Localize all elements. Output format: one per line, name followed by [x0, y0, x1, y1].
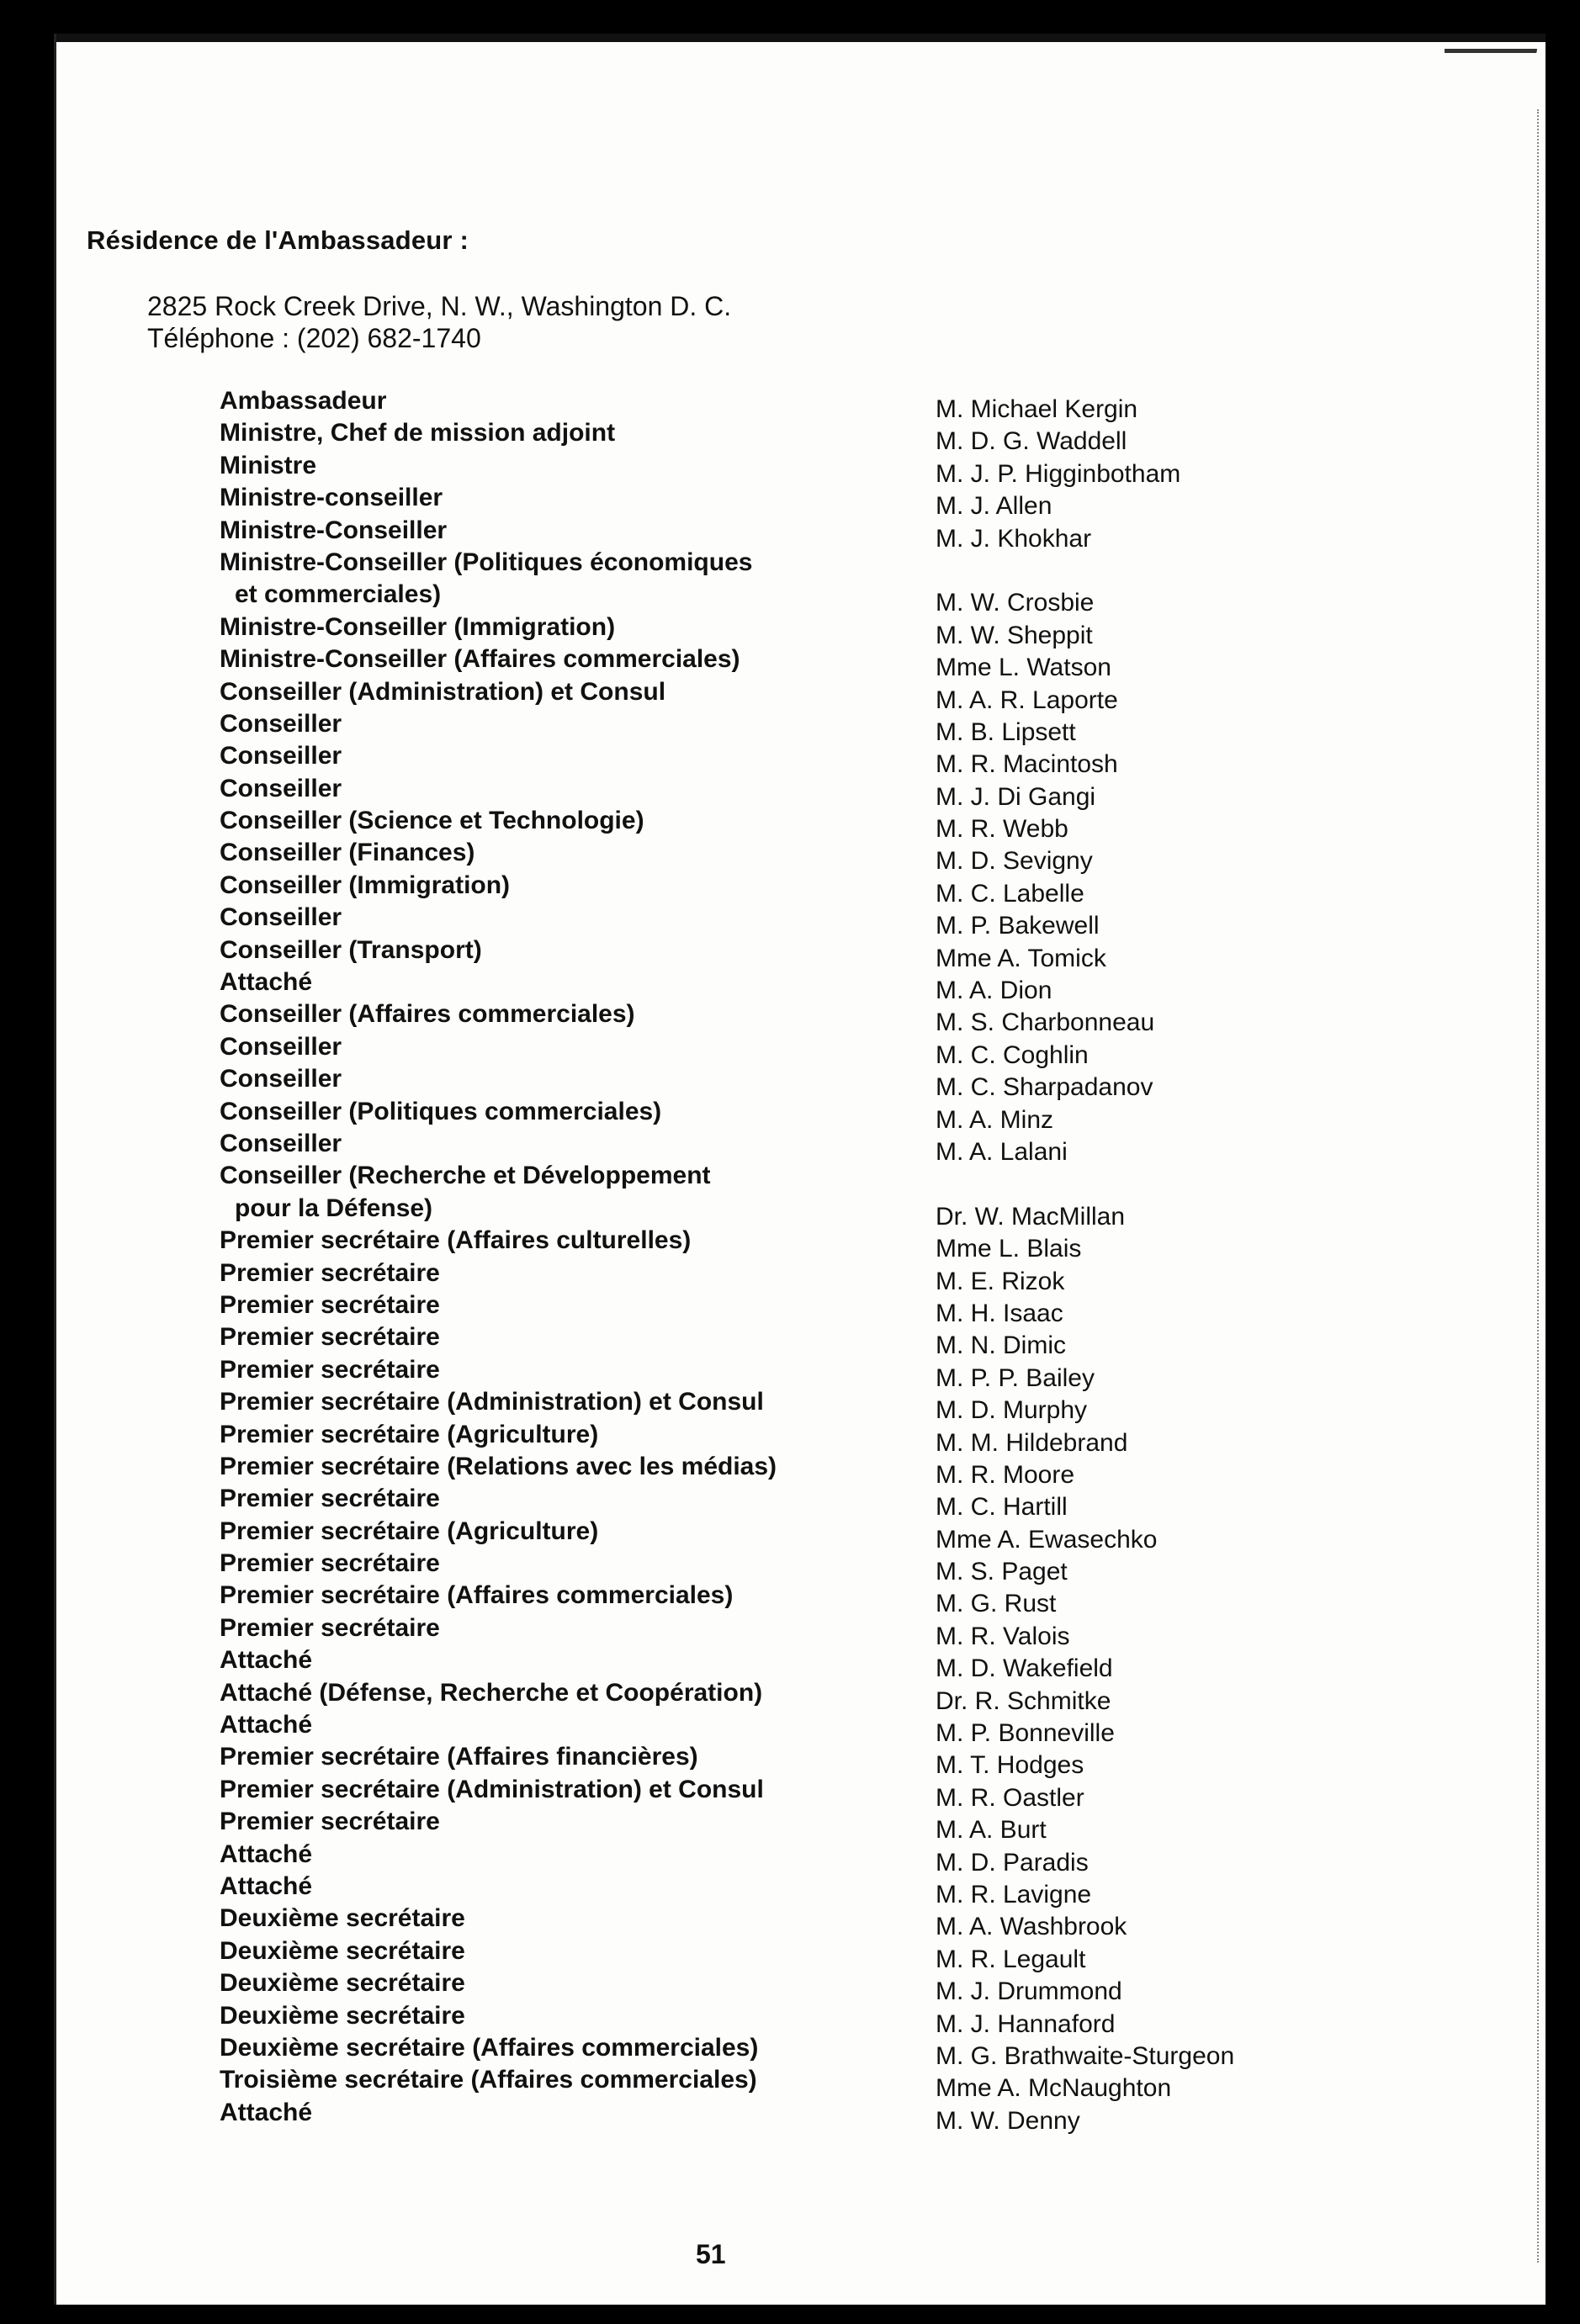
staff-name: M. S. Charbonneau: [936, 1008, 1155, 1037]
staff-name: M. J. Hannaford: [936, 2009, 1116, 2038]
staff-name: M. N. Dimic: [936, 1331, 1066, 1360]
staff-name: M. J. Di Gangi: [936, 782, 1096, 811]
staff-title: Attaché: [220, 1840, 313, 1868]
staff-name: M. G. Rust: [936, 1590, 1057, 1618]
staff-title: Attaché (Défense, Recherche et Coopération): [220, 1678, 763, 1707]
staff-title: Conseiller (Immigration): [220, 871, 511, 899]
staff-title: Attaché: [220, 1646, 313, 1675]
staff-name: M. D. G. Waddell: [936, 427, 1127, 456]
staff-title: Premier secrétaire (Affaires commerciales): [220, 1581, 734, 1610]
top-border: [56, 34, 1546, 42]
staff-title: Conseiller (Science et Technologie): [220, 807, 644, 835]
staff-title: Ambassadeur: [220, 387, 387, 415]
staff-title: Attaché: [220, 968, 313, 997]
staff-name: M. J. Khokhar: [936, 524, 1092, 553]
staff-name: Mme A. McNaughton: [936, 2074, 1172, 2103]
staff-title: Ministre-Conseiller (Politiques économiques: [220, 548, 753, 576]
staff-title: Premier secrétaire: [220, 1355, 440, 1384]
staff-name: M. R. Legault: [936, 1945, 1086, 1973]
staff-name: M. A. Burt: [936, 1816, 1047, 1845]
staff-title: Premier secrétaire: [220, 1290, 440, 1319]
staff-name: M. W. Denny: [936, 2106, 1080, 2135]
staff-name: M. J. Drummond: [936, 1977, 1122, 2006]
staff-name: M. D. Murphy: [936, 1396, 1088, 1425]
residence-heading: Résidence de l'Ambassadeur :: [87, 225, 469, 255]
staff-title: Conseiller (Affaires commerciales): [220, 1000, 635, 1029]
staff-name: Dr. R. Schmitke: [936, 1686, 1111, 1715]
staff-title: Conseiller: [220, 1065, 342, 1093]
staff-title: Conseiller: [220, 903, 342, 932]
staff-title: pour la Défense): [235, 1194, 433, 1222]
staff-name: M. W. Sheppit: [936, 621, 1093, 649]
staff-title: Conseiller: [220, 742, 342, 770]
staff-name: M. A. R. Laporte: [936, 686, 1118, 714]
address-line: 2825 Rock Creek Drive, N. W., Washington D. C.: [147, 291, 732, 321]
staff-name: M. P. Bakewell: [936, 912, 1100, 940]
staff-title: Ministre-Conseiller: [220, 516, 448, 544]
staff-title: Premier secrétaire: [220, 1323, 440, 1352]
staff-title: Premier secrétaire (Administration) et Consul: [220, 1388, 764, 1416]
staff-title: Premier secrétaire (Affaires financières): [220, 1743, 698, 1771]
staff-title: Deuxième secrétaire: [220, 1969, 465, 1998]
staff-name: M. D. Paradis: [936, 1848, 1089, 1877]
staff-name: M. T. Hodges: [936, 1751, 1084, 1780]
staff-name: M. C. Coghlin: [936, 1040, 1089, 1069]
staff-name: M. E. Rizok: [936, 1267, 1065, 1295]
staff-name: M. C. Labelle: [936, 879, 1084, 908]
staff-name: M. C. Hartill: [936, 1493, 1068, 1522]
staff-title: Premier secrétaire: [220, 1258, 440, 1287]
staff-name: Mme L. Watson: [936, 654, 1111, 682]
staff-title: Conseiller: [220, 1129, 342, 1157]
staff-name: M. W. Crosbie: [936, 589, 1095, 617]
staff-name: M. A. Dion: [936, 977, 1052, 1005]
staff-title: Premier secrétaire (Administration) et Consul: [220, 1775, 764, 1803]
staff-name: M. D. Sevigny: [936, 847, 1093, 876]
staff-name: M. G. Brathwaite-Sturgeon: [936, 2041, 1235, 2070]
staff-name: M. J. Allen: [936, 492, 1052, 521]
staff-name: M. H. Isaac: [936, 1299, 1063, 1327]
document-page: [54, 34, 1546, 2305]
staff-title: Ministre-Conseiller (Immigration): [220, 612, 616, 641]
staff-title: Troisième secrétaire (Affaires commerciales): [220, 2066, 757, 2094]
staff-title: Conseiller: [220, 1032, 342, 1061]
staff-title: Premier secrétaire (Relations avec les médias): [220, 1452, 777, 1480]
staff-name: M. D. Wakefield: [936, 1654, 1113, 1683]
page-number: 51: [696, 2239, 726, 2269]
staff-title: Premier secrétaire: [220, 1613, 440, 1642]
staff-title: Attaché: [220, 1711, 313, 1739]
staff-title: Premier secrétaire (Agriculture): [220, 1420, 599, 1448]
staff-name: Mme A. Ewasechko: [936, 1525, 1158, 1554]
staff-name: M. R. Webb: [936, 815, 1068, 844]
staff-name: M. R. Moore: [936, 1460, 1075, 1489]
staff-title: Conseiller: [220, 774, 342, 802]
staff-name: M. M. Hildebrand: [936, 1428, 1128, 1457]
staff-name: M. J. P. Higginbotham: [936, 459, 1181, 488]
staff-title: Conseiller (Politiques commerciales): [220, 1097, 662, 1125]
staff-name: M. R. Valois: [936, 1622, 1070, 1650]
staff-name: M. C. Sharpadanov: [936, 1073, 1153, 1102]
phone-line: Téléphone : (202) 682-1740: [147, 323, 481, 353]
staff-name: Mme A. Tomick: [936, 944, 1106, 972]
staff-title: Conseiller (Finances): [220, 839, 475, 867]
staff-title: Ministre: [220, 451, 317, 479]
corner-mark: [1445, 49, 1537, 61]
staff-name: M. P. P. Bailey: [936, 1363, 1095, 1392]
staff-name: M. A. Minz: [936, 1105, 1054, 1134]
staff-title: Conseiller (Recherche et Développement: [220, 1162, 711, 1190]
staff-names-column: [936, 394, 1407, 2137]
staff-title: Premier secrétaire: [220, 1485, 440, 1513]
staff-title: Attaché: [220, 1871, 313, 1900]
staff-name: [936, 1168, 1407, 1200]
residence-address-block: [147, 290, 731, 354]
staff-title: Ministre-conseiller: [220, 484, 443, 512]
staff-title: Deuxième secrétaire: [220, 1904, 465, 1933]
staff-title: Attaché: [220, 2098, 313, 2126]
staff-name: M. R. Oastler: [936, 1783, 1084, 1812]
staff-name: M. P. Bonneville: [936, 1719, 1115, 1748]
staff-name: Mme L. Blais: [936, 1235, 1082, 1263]
staff-title: Deuxième secrétaire (Affaires commerciales): [220, 2033, 759, 2062]
staff-title: Premier secrétaire (Agriculture): [220, 1517, 599, 1545]
staff-title: Deuxième secrétaire: [220, 2001, 465, 2030]
staff-title: Conseiller (Transport): [220, 935, 482, 964]
scan-edge: [1532, 109, 1539, 2263]
staff-title: Ministre, Chef de mission adjoint: [220, 419, 616, 447]
staff-name: M. A. Washbrook: [936, 1913, 1127, 1941]
staff-name: M. Michael Kergin: [936, 395, 1138, 423]
staff-title: Conseiller (Administration) et Consul: [220, 677, 666, 706]
staff-title: Premier secrétaire: [220, 1549, 440, 1578]
staff-name: M. R. Macintosh: [936, 750, 1118, 779]
staff-name: M. A. Lalani: [936, 1137, 1068, 1166]
staff-title: Premier secrétaire: [220, 1808, 440, 1836]
staff-name: [936, 555, 1407, 587]
staff-title: Deuxième secrétaire: [220, 1936, 465, 1965]
staff-name: M. R. Lavigne: [936, 1880, 1092, 1908]
staff-title: Premier secrétaire (Affaires culturelles): [220, 1226, 692, 1255]
staff-title: et commerciales): [235, 580, 442, 609]
staff-titles-column: [220, 385, 918, 2129]
staff-name: M. S. Paget: [936, 1558, 1068, 1586]
staff-title: Ministre-Conseiller (Affaires commerciales): [220, 645, 740, 674]
staff-name: M. B. Lipsett: [936, 717, 1076, 746]
staff-title: Conseiller: [220, 709, 342, 738]
staff-name: Dr. W. MacMillan: [936, 1202, 1126, 1231]
